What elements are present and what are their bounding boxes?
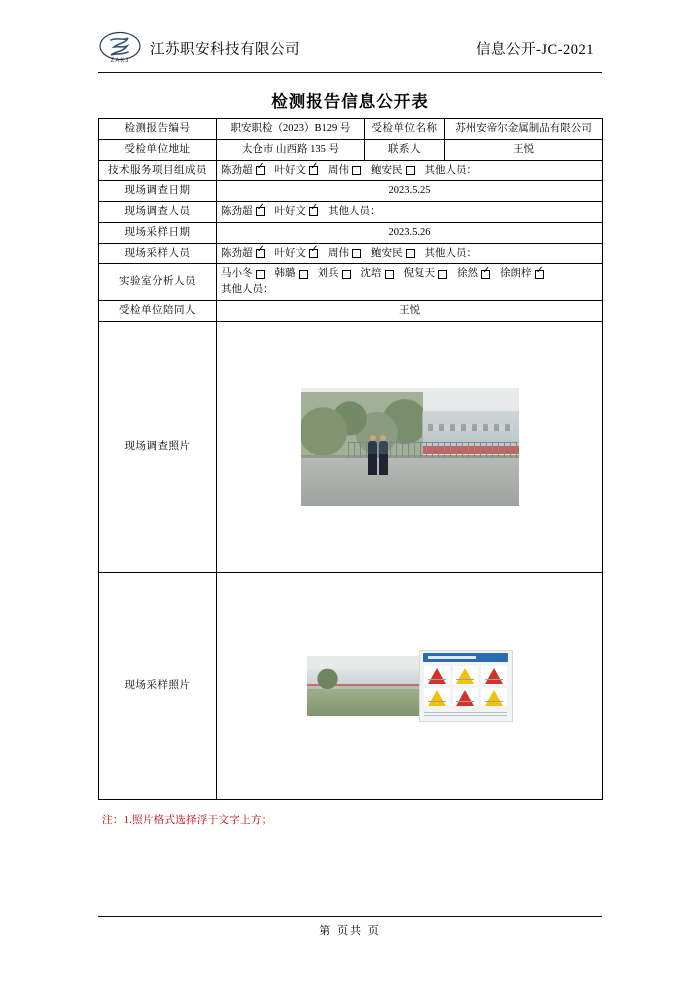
person-name: 沈培	[360, 268, 382, 280]
checkbox-icon[interactable]	[309, 249, 318, 258]
sampling-photo-cell	[217, 572, 603, 799]
checkbox-item[interactable]	[275, 246, 319, 262]
table-row	[99, 119, 603, 140]
address-value: 太仓市 山西路 135 号	[217, 139, 365, 160]
site-survey-photo	[301, 388, 519, 506]
table-row	[99, 264, 603, 301]
other-staff-label: 其他人员：	[424, 247, 477, 259]
report-no-label: 检测报告编号	[99, 119, 217, 140]
checkbox-item[interactable]	[371, 246, 415, 262]
warning-sign-photo	[419, 650, 513, 722]
person-name: 徐然	[457, 268, 478, 280]
checkbox-icon[interactable]	[342, 270, 351, 279]
checkbox-icon[interactable]	[352, 166, 361, 175]
sampling-date-label: 现场采样日期	[99, 222, 217, 243]
sampling-staff-value	[217, 243, 603, 264]
survey-date-label: 现场调查日期	[99, 181, 217, 202]
checkbox-icon[interactable]	[256, 270, 265, 279]
company-logo-icon	[98, 31, 142, 65]
escort-value: 王悦	[217, 300, 603, 321]
checkbox-item[interactable]	[221, 204, 265, 220]
checkbox-icon[interactable]	[481, 270, 490, 279]
survey-date-value: 2023.5.25	[217, 181, 603, 202]
person-name: 叶好文	[274, 206, 306, 217]
footer-divider	[98, 916, 602, 917]
svg-text:ZAKJ: ZAKJ	[110, 58, 130, 64]
person-name: 周伟	[328, 164, 349, 176]
checkbox-icon[interactable]	[406, 249, 415, 258]
checkbox-item[interactable]	[221, 163, 265, 179]
checkbox-icon[interactable]	[299, 270, 308, 279]
other-staff-label: 其他人员：	[328, 206, 381, 217]
company-brand	[98, 31, 300, 65]
tech-team-value	[217, 160, 603, 181]
person-name: 陈劲超	[221, 206, 253, 217]
person-name: 周伟	[328, 247, 349, 259]
checkbox-icon[interactable]	[438, 270, 447, 279]
checkbox-item[interactable]	[275, 266, 308, 282]
table-row	[99, 572, 603, 799]
company-name: 江苏职安科技有限公司	[150, 41, 300, 58]
checkbox-item[interactable]	[371, 163, 415, 179]
contact-label: 联系人	[365, 139, 445, 160]
info-table	[98, 118, 603, 800]
person-name: 陈劲超	[221, 164, 253, 176]
checkbox-icon[interactable]	[309, 207, 318, 216]
person-name: 倪复天	[403, 268, 435, 280]
checkbox-icon[interactable]	[256, 207, 265, 216]
checkbox-item[interactable]	[361, 266, 394, 282]
sampling-date-value: 2023.5.26	[217, 222, 603, 243]
survey-photo-cell	[217, 321, 603, 572]
checkbox-icon[interactable]	[309, 166, 318, 175]
document-code: 信息公开-JC-2021	[476, 41, 594, 58]
checkbox-item[interactable]	[275, 204, 319, 220]
client-value: 苏州安帝尔金属制品有限公司	[445, 119, 603, 140]
page-number: 第 页共 页	[319, 925, 381, 937]
table-row	[99, 300, 603, 321]
contact-value: 王悦	[445, 139, 603, 160]
checkbox-icon[interactable]	[256, 166, 265, 175]
tech-team-label: 技术服务项目组成员	[99, 160, 217, 181]
person-name: 鲍安民	[371, 247, 403, 259]
lab-staff-label: 实验室分析人员	[99, 264, 217, 301]
sampling-photo-label: 现场采样照片	[99, 572, 217, 799]
survey-photo-label: 现场调查照片	[99, 321, 217, 572]
checkbox-item[interactable]	[457, 266, 490, 282]
header-divider	[98, 72, 602, 73]
other-staff-label: 其他人员：	[424, 164, 477, 176]
checkbox-item[interactable]	[500, 266, 544, 282]
checkbox-item[interactable]	[328, 163, 361, 179]
info-table-wrapper	[98, 118, 602, 800]
footnote: 注：1.照片格式选择浮于文字上方；	[102, 815, 273, 826]
table-row	[99, 222, 603, 243]
checkbox-icon[interactable]	[535, 270, 544, 279]
escort-label: 受检单位陪同人	[99, 300, 217, 321]
person-name: 陈劲超	[221, 247, 253, 259]
page-header	[98, 28, 602, 72]
person-name: 徐朗梓	[500, 268, 532, 280]
factory-yard-photo	[307, 656, 419, 716]
checkbox-item[interactable]	[221, 246, 265, 262]
page-title: 检测报告信息公开表	[271, 92, 429, 111]
table-row	[99, 243, 603, 264]
table-row	[99, 321, 603, 572]
person-name: 鲍安民	[371, 164, 403, 176]
checkbox-item[interactable]	[318, 266, 351, 282]
table-row	[99, 139, 603, 160]
table-row	[99, 202, 603, 223]
address-label: 受检单位地址	[99, 139, 217, 160]
lab-staff-value	[217, 264, 603, 301]
checkbox-item[interactable]	[221, 266, 265, 282]
table-row	[99, 160, 603, 181]
client-label: 受检单位名称	[365, 119, 445, 140]
person-name: 刘兵	[317, 268, 339, 280]
checkbox-icon[interactable]	[352, 249, 361, 258]
sampling-staff-label: 现场采样人员	[99, 243, 217, 264]
checkbox-icon[interactable]	[406, 166, 415, 175]
person-name: 叶好文	[274, 164, 306, 176]
checkbox-item[interactable]	[275, 163, 319, 179]
report-no-value: 职安职检（2023）B129 号	[217, 119, 365, 140]
checkbox-icon[interactable]	[385, 270, 394, 279]
table-row	[99, 181, 603, 202]
person-name: 韩璐	[274, 268, 296, 280]
person-name: 马小冬	[221, 268, 253, 280]
checkbox-item[interactable]	[404, 266, 448, 282]
checkbox-item[interactable]	[328, 246, 361, 262]
survey-staff-label: 现场调查人员	[99, 202, 217, 223]
checkbox-icon[interactable]	[256, 249, 265, 258]
person-name: 叶好文	[274, 247, 306, 259]
survey-staff-value	[217, 202, 603, 223]
other-staff-label: 其他人员：	[221, 284, 274, 295]
